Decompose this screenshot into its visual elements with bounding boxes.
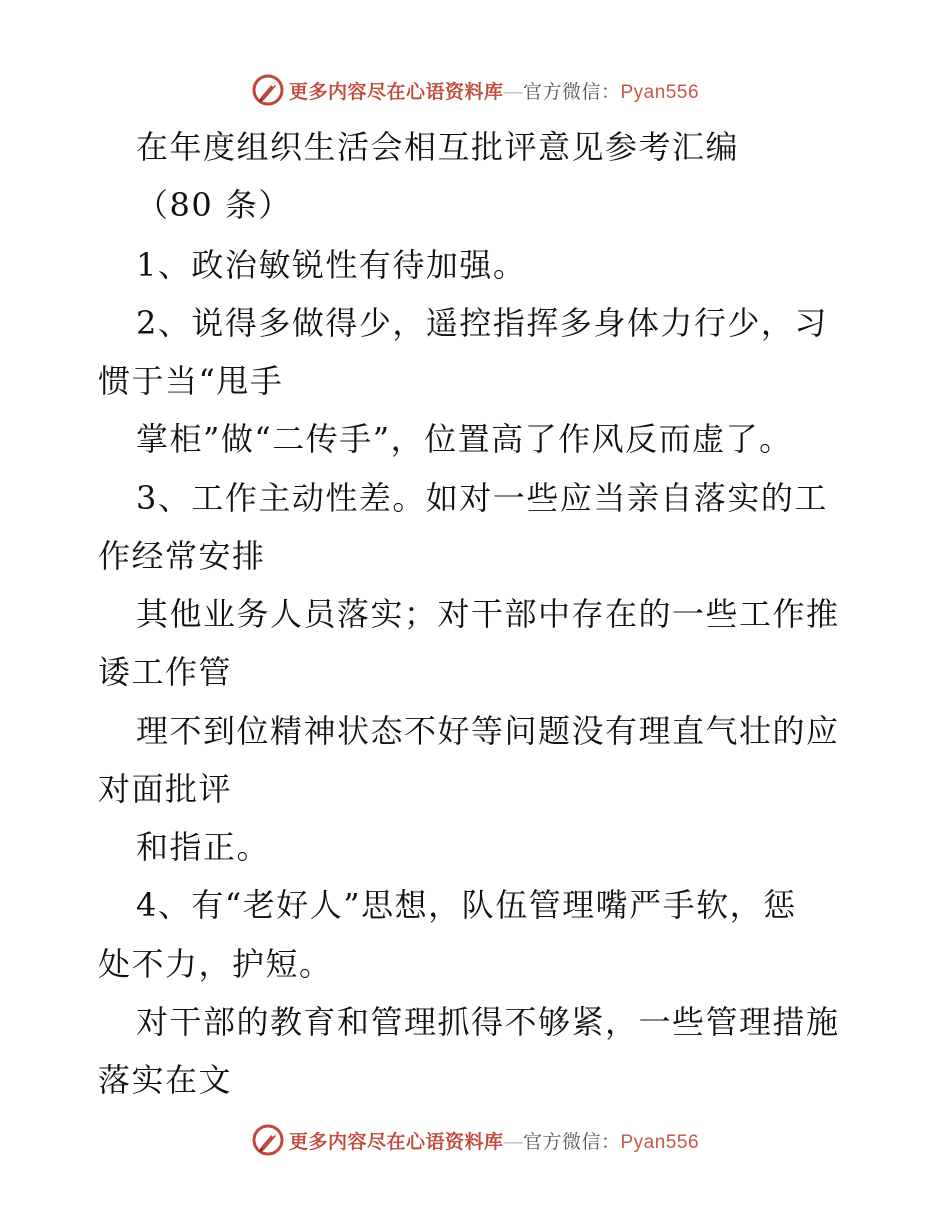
paragraph-line: 1、政治敏锐性有待加强。 (136, 246, 527, 284)
paragraph-line: 掌柜”做“二传手”，位置高了作风反而虚了。 (136, 420, 793, 458)
paragraph-line: 惯于当“甩手 (98, 362, 284, 400)
watermark-label: 官方微信： (522, 81, 621, 103)
paragraph-line: 3、工作主动性差。如对一些应当亲自落实的工 (136, 479, 828, 517)
document-subtitle: （80 条） (136, 186, 292, 224)
paragraph-line: 处不力，护短。 (98, 945, 333, 983)
watermark-brand: 更多内容尽在心语资料库 (288, 81, 504, 103)
paragraph-line: 理不到位精神状态不好等问题没有理直气壮的应 (136, 712, 840, 750)
paragraph-line: 其他业务人员落实；对干部中存在的一些工作推 (136, 595, 840, 633)
paragraph-line: 落实在文 (98, 1061, 233, 1099)
paragraph-line: 对面批评 (98, 770, 233, 808)
paragraph-line: 4、有“老好人”思想，队伍管理嘴严手软，惩 (136, 886, 797, 924)
watermark-account: Pyan556 (620, 81, 700, 103)
paragraph-line: 对干部的教育和管理抓得不够紧，一些管理措施 (136, 1003, 840, 1041)
paragraph-line: 2、说得多做得少，遥控指挥多身体力行少，习 (136, 304, 828, 342)
watermark-brand: 更多内容尽在心语资料库 (288, 1131, 504, 1153)
watermark-label: 官方微信： (522, 1131, 621, 1153)
document-title: 在年度组织生活会相互批评意见参考汇编 (136, 128, 740, 166)
footer-watermark (0, 1120, 950, 1160)
paragraph-line: 和指正。 (136, 828, 271, 866)
paragraph-line: 诿工作管 (98, 653, 233, 691)
watermark-text (289, 1127, 699, 1154)
paragraph-line: 作经常安排 (98, 537, 266, 575)
watermark-separator: — (503, 81, 523, 103)
watermark-account: Pyan556 (620, 1131, 700, 1153)
pen-nib-logo-icon (251, 1123, 285, 1157)
watermark-separator: — (503, 1131, 523, 1153)
